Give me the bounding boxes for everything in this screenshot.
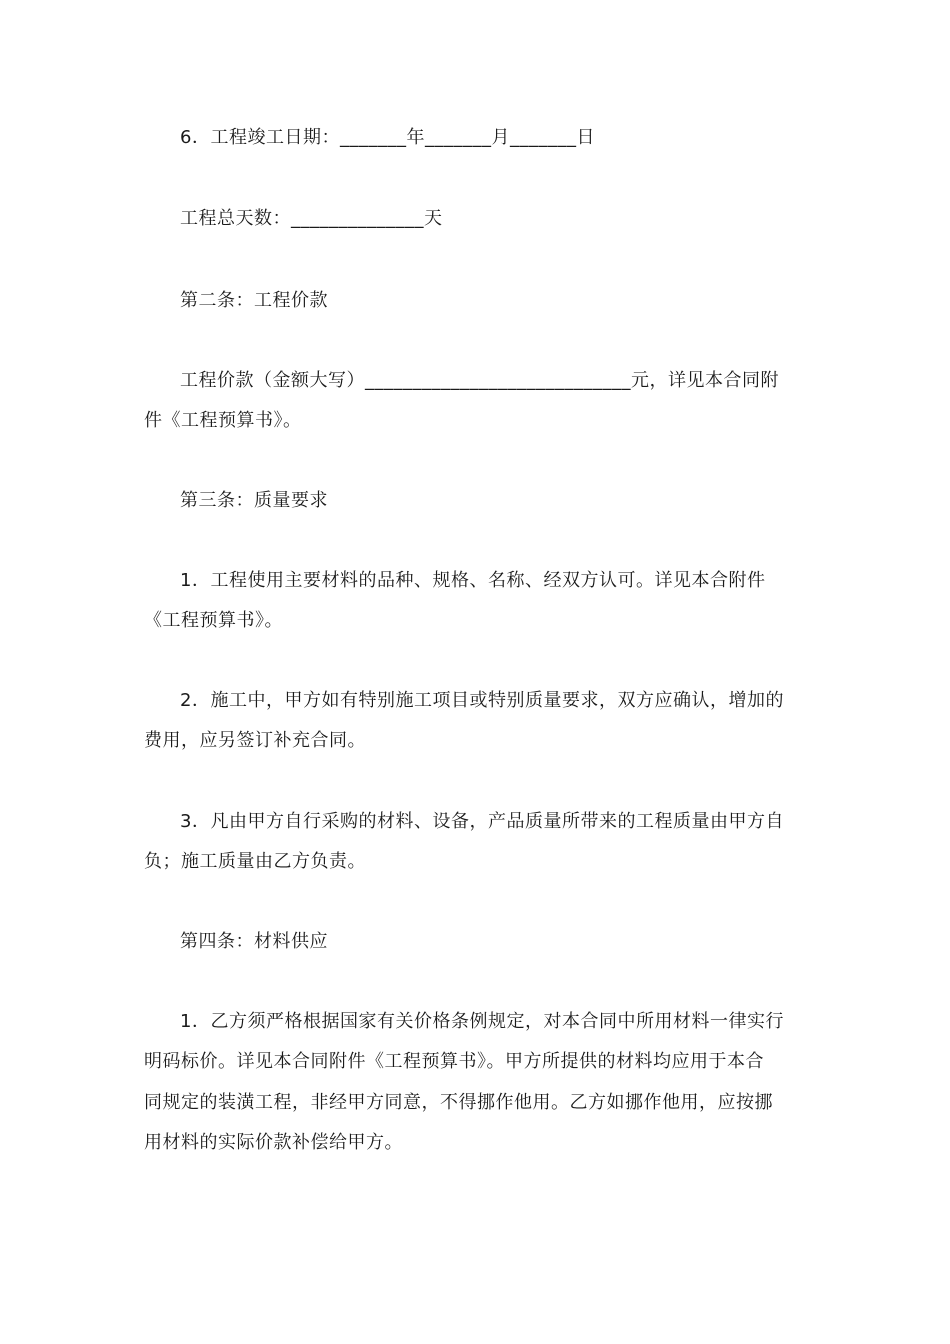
article-4-item-1-line-2: 明码标价。详见本合同附件《工程预算书》。甲方所提供的材料均应用于本合 bbox=[144, 1051, 764, 1072]
article-2-price-line-2: 件《工程预算书》。 bbox=[144, 410, 302, 431]
article-3-title: 第三条：质量要求 bbox=[180, 490, 328, 511]
article-3-item-3-line-1: 3．凡由甲方自行采购的材料、设备，产品质量所带来的工程质量由甲方自 bbox=[180, 811, 784, 832]
article-4-item-1-line-3: 同规定的装潢工程，非经甲方同意，不得挪作他用。乙方如挪作他用，应按挪 bbox=[144, 1092, 773, 1113]
completion-date-line: 6．工程竣工日期：_______年_______月_______日 bbox=[180, 127, 595, 148]
article-3-item-2-line-1: 2．施工中，甲方如有特别施工项目或特别质量要求，双方应确认，增加的 bbox=[180, 690, 784, 711]
article-3-item-1-line-1: 1．工程使用主要材料的品种、规格、名称、经双方认可。详见本合附件 bbox=[180, 570, 766, 591]
total-days-line: 工程总天数：______________天 bbox=[180, 208, 443, 229]
article-4-title: 第四条：材料供应 bbox=[180, 931, 328, 952]
article-4-item-1-line-1: 1．乙方须严格根据国家有关价格条例规定，对本合同中所用材料一律实行 bbox=[180, 1011, 784, 1032]
article-4-item-1-line-4: 用材料的实际价款补偿给甲方。 bbox=[144, 1132, 403, 1153]
article-3-item-3-line-2: 负；施工质量由乙方负责。 bbox=[144, 851, 366, 872]
article-3-item-1-line-2: 《工程预算书》。 bbox=[144, 610, 283, 631]
article-2-title: 第二条：工程价款 bbox=[180, 290, 328, 311]
article-3-item-2-line-2: 费用，应另签订补充合同。 bbox=[144, 730, 366, 751]
article-2-price-line-1: 工程价款（金额大写）____________________________元，详见本合同附 bbox=[180, 370, 779, 391]
